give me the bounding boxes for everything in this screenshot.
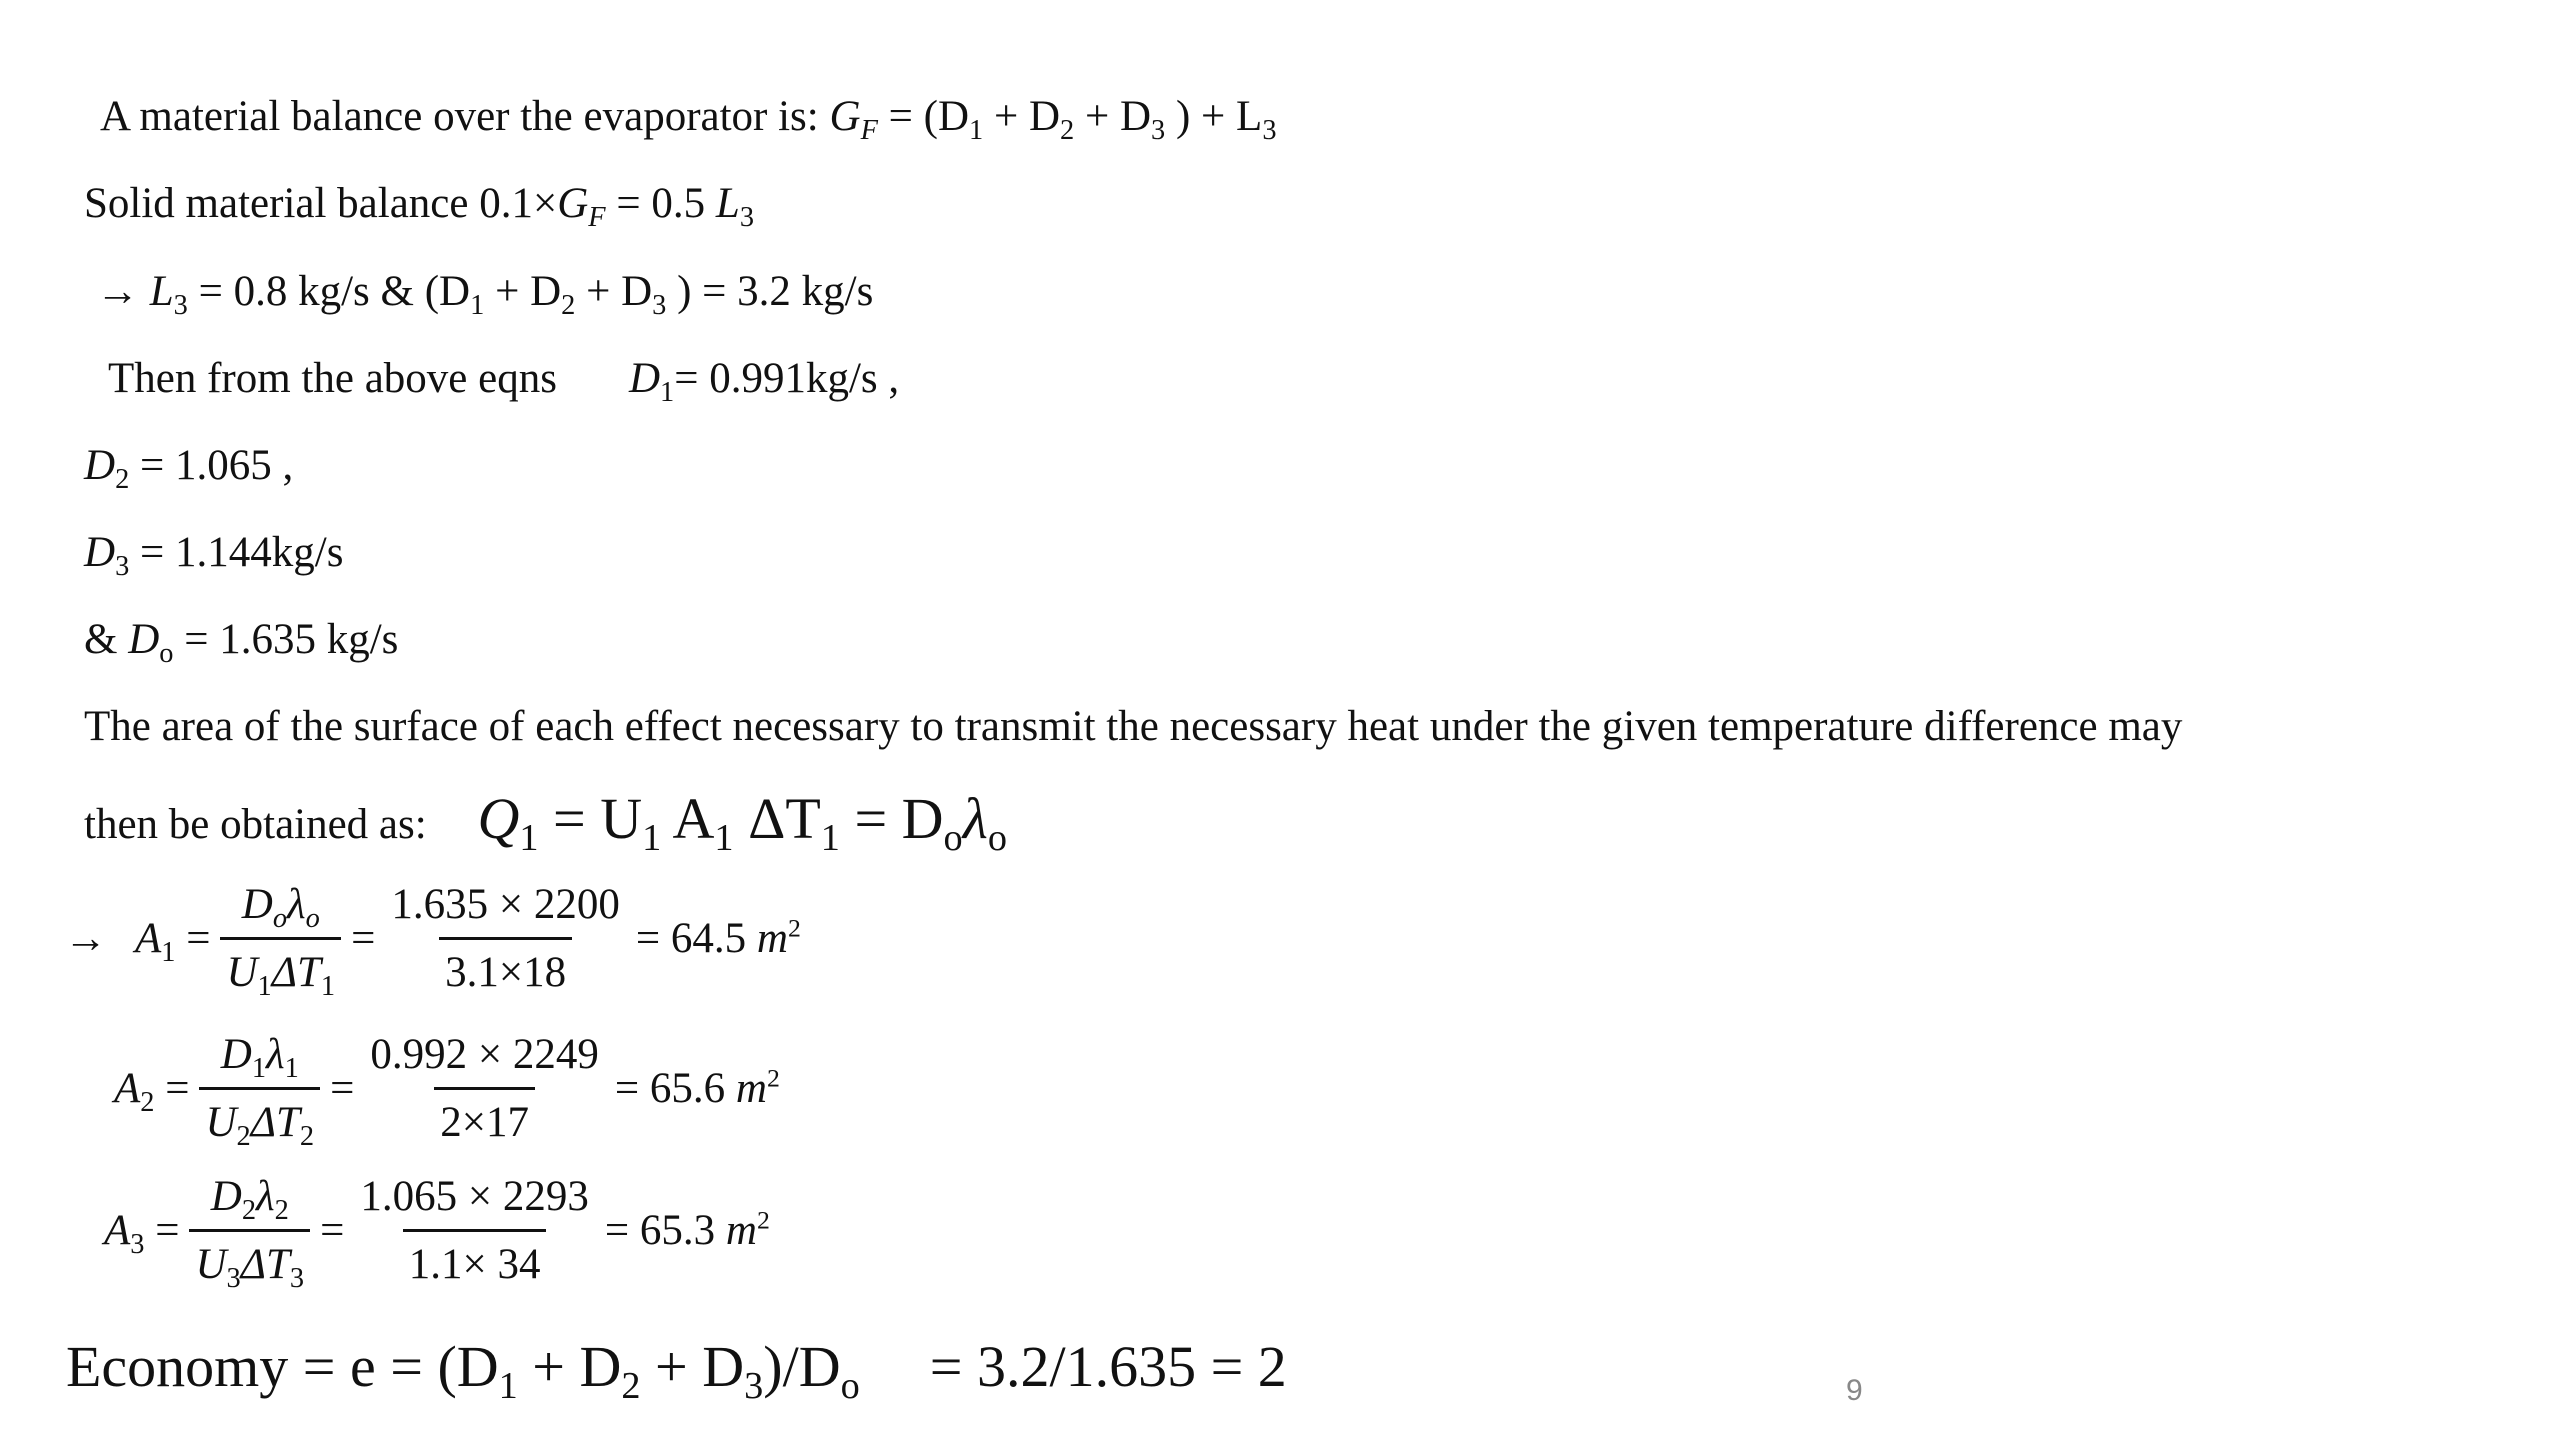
fraction-numeric: $\frac{0.992 \times 2249}{2\times 17}$ [370, 1031, 599, 1146]
fraction-symbolic: $\frac{D_2\lambda_2}{U_3\Delta T_3}$ [189, 1172, 310, 1289]
area-description-line: The area of the surface of each effect necessary to transmit the necessary heat under the given temperature difference may [84, 703, 2183, 750]
economy-line: Economy = $e = (D_1 + D_2 + D_3)/D_o = 3.2/1.635 = 2$ [66, 1334, 1287, 1408]
solid-balance-line: Solid material balance $0.1\times G_F = 0.5$ $L_3$ [84, 180, 754, 234]
var-g: G [829, 93, 861, 140]
material-balance-line: A material balance over the evaporator is: $G_F = (D_1 + D_2 + D_3$ ) + $L_3$ [100, 93, 1277, 147]
result-l3-line: → $L_3 = 0.8$ kg/s & ($D_1 + D_2 + D_3$ ) = 3.2 kg/s [96, 268, 874, 322]
fraction-symbolic: $\frac{D_o\lambda_o}{U_1\Delta T_1}$ [220, 880, 341, 997]
area-a3-equation: $A_3$ = $\frac{D_2\lambda_2}{U_3\Delta T_3}$ = $\frac{1.065 \times 2293}{1.1\times 34}$ = 65.3 $m^2$ [104, 1173, 770, 1295]
d1-line: Then from the above eqns $D_1= 0.991kg/s$ , [108, 355, 900, 409]
heat-equation: $Q_1 = U_1$ $A_1$ $\Delta T_1 = D_o\lambda_o$ [477, 786, 1007, 860]
d3-line: $D_3 = 1.144kg/s$ [84, 529, 344, 583]
d2-line: $D_2 = 1.065$ , [84, 442, 294, 496]
area-a1-equation: → $A_1$ = $\frac{D_o\lambda_o}{U_1\Delta T_1}$ = $\frac{1.635 \times 2200}{3.1\times 18}$ = 64.5 $m^2$ [64, 881, 801, 1003]
fraction-numeric: $\frac{1.635 \times 2200}{3.1\times 18}$ [391, 881, 620, 996]
fraction-numeric: $\frac{1.065 \times 2293}{1.1\times 34}$ [360, 1173, 589, 1288]
do-line: & $D_o = 1.635$ kg/s [84, 616, 399, 670]
fraction-symbolic: $\frac{D_1\lambda_1}{U_2\Delta T_2}$ [199, 1030, 320, 1147]
area-a2-equation: $A_2$ = $\frac{D_1\lambda_1}{U_2\Delta T_2}$ = $\frac{0.992 \times 2249}{2\times 17}$ = 65.6 $m^2$ [114, 1031, 780, 1153]
page-number: 9 [1846, 1374, 1863, 1407]
heat-equation-line: then be obtained as: $Q_1 = U_1$ $A_1$ $\Delta T_1 = D_o\lambda_o$ [84, 786, 1007, 860]
